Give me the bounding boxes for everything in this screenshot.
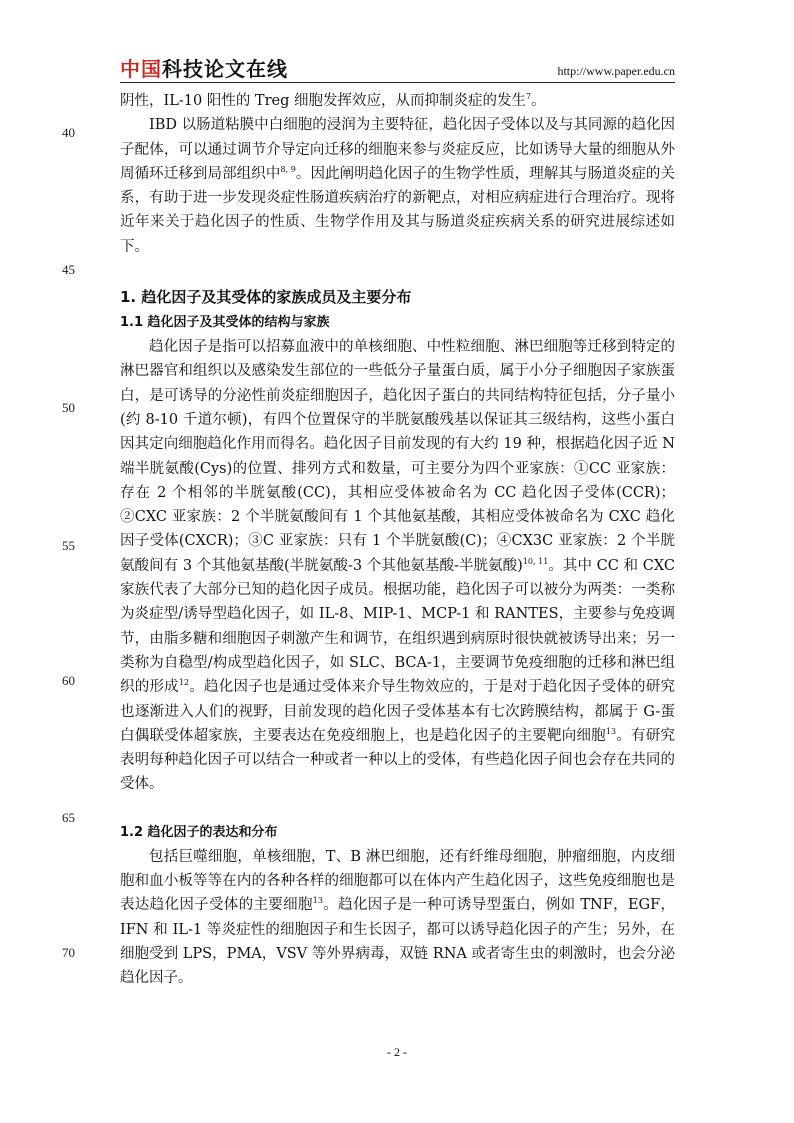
line-number: 55	[62, 538, 75, 553]
paragraph-text: 阴性，IL-10 阳性的 Treg 细胞发挥效应，从而抑制炎症的发生	[120, 93, 526, 109]
logo-black-text: 科技论文在线	[162, 57, 288, 81]
line-number: 60	[62, 673, 75, 688]
line-number: 50	[62, 400, 75, 415]
paragraph-text: 趋化因子是指可以招募血液中的单核细胞、中性粒细胞、淋巴细胞等迁移到特定的淋巴器官和组织以及感染发生部位的一些低分子量蛋白质，属于小分子细胞因子家族蛋白，是可诱导的分泌性前炎症细胞因子，趋化因子蛋白的共同结构特征包括，分子量小(约 8-10 千道尔顿)，有四个位置保守的半胱氨酸残基以保证其三级结构，这些小蛋白因其定向细胞趋化作用而得名。趋化因子目前发现的有大约 19 种，根据趋化因子近 N 端半胱氨酸(Cys)的位置、排列方式和数量，可主要分为四个亚家族：①CC 亚家族：存在 2 个相邻的半胱氨酸(CC)，其相应受体被命名为 CC 趋化因子受体(CCR)；②CXC 亚家族：2 个半胱氨酸间有 1 个其他氨基酸，其相应受体被命名为 CXC 趋化因子受体(CXCR)；③C 亚家族：只有 1 个半胱氨酸(C)；④CX3C 亚家族：2 个半胱氨酸间有 3 个其他氨基酸(半胱氨酸-3 个其他氨基酸-半胱氨酸)	[120, 339, 675, 574]
citation: 13	[312, 896, 323, 906]
citation: 12	[178, 678, 190, 688]
line-number: 70	[62, 945, 75, 960]
paragraph	[120, 89, 675, 113]
paragraph-text: 。趋化因子也是通过受体来介导生物效应的，于是对于趋化因子受体的研究也逐渐进入人们的视野，目前发现的趋化因子受体基本有七次跨膜结构，都属于 G-蛋白偶联受体超家族，主要表达在免疫细胞上，也是趋化因子的主要靶向细胞	[120, 679, 676, 744]
paragraph	[120, 113, 675, 259]
paragraph-text: IBD 以肠道粘膜中白细胞的浸润为主要特征，趋化因子受体以及与其同源的趋化因子配体，可以通过调节介导定向迁移的细胞来参与炎症反应，比如诱导大量的细胞从外周循环迁移到局部组织中	[120, 117, 675, 182]
citation: 13	[605, 726, 617, 736]
citation: 7	[526, 92, 532, 101]
section-heading: 1. 趋化因子及其受体的家族成员及主要分布	[120, 288, 412, 307]
page-number: - 2 -	[387, 1045, 407, 1059]
logo-red-text: 中国	[120, 57, 162, 81]
line-number: 65	[62, 810, 75, 825]
citation: 10, 11	[522, 556, 549, 566]
paragraph	[120, 335, 675, 797]
paragraph-text: 。因此阐明趋化因子的生物学性质，理解其与肠道炎症的关系，有助于进一步发现炎症性肠道疾病治疗的新靶点，对相应病症进行合理治疗。现将近年来关于趋化因子的性质、生物学作用及其与肠道炎症疾病关系的研究进展综述如下。	[120, 165, 676, 255]
paragraph-text: 。有研究表明每种趋化因子可以结合一种或者一种以上的受体，有些趋化因子间也会存在共同的受体。	[120, 727, 676, 793]
subsection-heading: 1.2 趋化因子的表达和分布	[120, 824, 278, 840]
paragraph-text: 。	[531, 93, 546, 109]
page-header	[120, 58, 675, 83]
header-url: http://www.paper.edu.cn	[557, 64, 675, 78]
paragraph	[120, 845, 675, 991]
subsection-heading: 1.1 趋化因子及其受体的结构与家族	[120, 315, 330, 331]
paragraph-text: 。趋化因子是一种可诱导型蛋白，例如 TNF，EGF，IFN 和 IL-1 等炎症性的细胞因子和生长因子，都可以诱导趋化因子的产生；另外，在细胞受到 LPS，PMA，VSV 等外界病毒，双链 RNA 或者寄生虫的刺激时，也会分泌趋化因子。	[120, 897, 675, 987]
paragraph-text: 包括巨噬细胞，单核细胞，T、B 淋巴细胞，还有纤维母细胞，肿瘤细胞，内皮细胞和血小板等等在内的各种各样的细胞都可以在体内产生趋化因子，这些免疫细胞也是表达趋化因子受体的主要细胞	[120, 848, 675, 914]
line-number: 45	[62, 262, 75, 277]
article-body	[120, 89, 675, 991]
line-number: 40	[62, 125, 75, 140]
paragraph-text: 。其中 CC 和 CXC 家族代表了大部分已知的趋化因子成员。根据功能，趋化因子可以被分为两类：一类称为炎症型/诱导型趋化因子，如 IL-8、MIP-1、MCP-1 和 RANTES，主要参与免疫调节，由脂多糖和细胞因子刺激产生和调节，在组织遇到病原时很快就被诱导出来；另一类称为自稳型/构成型趋化因子，如 SLC、BCA-1，主要调节免疫细胞的迁移和淋巴组织的形成	[120, 557, 675, 696]
logo	[120, 58, 288, 80]
citation: 8, 9	[280, 164, 296, 174]
